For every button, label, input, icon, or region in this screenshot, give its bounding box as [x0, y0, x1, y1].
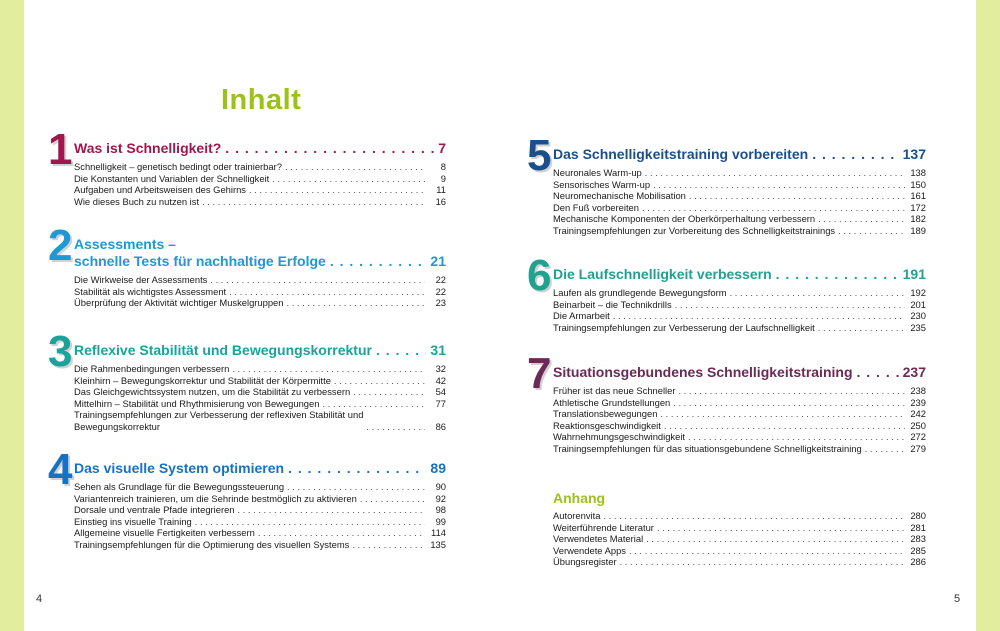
entry-title-line: Die Wirkweise der Assessments — [74, 274, 208, 285]
entry-page: 242 — [910, 408, 926, 420]
entry-title — [553, 299, 672, 311]
entry-page: 98 — [435, 504, 446, 516]
toc-entry[interactable] — [553, 533, 926, 545]
entry-title-line: Laufen als grundlegende Bewegungsform — [553, 287, 727, 298]
toc-entry[interactable] — [553, 431, 926, 443]
entry-page: 161 — [910, 190, 926, 202]
chapter-number: 2 — [48, 221, 72, 270]
leader-dots — [286, 297, 425, 309]
entry-title-line: Allgemeine visuelle Fertigkeiten verbessern — [74, 527, 255, 539]
chapter-block — [46, 221, 446, 309]
chapter-heading[interactable] — [74, 342, 446, 359]
chapter-block — [525, 131, 926, 237]
entry-title — [74, 274, 207, 286]
chapter-heading[interactable] — [74, 140, 446, 157]
entry-title — [74, 493, 357, 505]
chapter-heading[interactable] — [74, 460, 446, 477]
chapter-title — [74, 460, 284, 477]
chapter-block — [46, 327, 446, 433]
chapter-title-line: Das visuelle System optimieren — [74, 460, 285, 476]
entry-page: 238 — [910, 385, 926, 396]
entry-title — [553, 322, 815, 334]
toc-entry[interactable] — [74, 363, 446, 375]
entry-page: 54 — [435, 386, 446, 398]
entry-title — [74, 161, 282, 173]
page-number-left: 4 — [36, 593, 43, 605]
entry-title — [553, 179, 650, 191]
entry-title-line: Trainingsempfehlungen zur Verbesserung der reflexiven Stabilität und — [74, 409, 364, 421]
chapter-title-line: Was ist Schnelligkeit? — [74, 140, 222, 156]
entry-title-line: Athletische Grundstellungen — [553, 396, 671, 408]
entry-title — [74, 386, 350, 398]
chapter-number: 4 — [48, 445, 72, 494]
entry-title-line: Die Konstanten und Variablen der Schnelligkeit — [74, 172, 270, 184]
entry-title-line: Mechanische Komponenten der Oberkörperhaltung verbessern — [553, 213, 816, 225]
leader-dots — [689, 190, 905, 202]
entry-page: 11 — [436, 184, 446, 196]
toc-entry[interactable] — [74, 184, 446, 196]
toc-entry[interactable] — [74, 286, 446, 298]
leader-dots — [629, 545, 905, 557]
entry-title — [74, 516, 192, 528]
entry-page: 172 — [910, 201, 926, 213]
chapter-page: 237 — [902, 364, 926, 380]
entry-page: 22 — [435, 285, 446, 297]
entry-title — [553, 443, 862, 455]
entry-title-line: Das Gleichgewichtssystem nutzen, um die Stabilität zu verbessern — [74, 386, 351, 398]
leader-dots — [353, 386, 425, 398]
toc-entry[interactable] — [553, 202, 926, 214]
leader-dots — [646, 533, 905, 545]
entry-title-line: Überprüfung der Aktivität wichtiger Muskelgruppen — [74, 297, 284, 309]
entry-page: 189 — [910, 224, 926, 236]
chapter-block — [525, 349, 926, 455]
chapter-block — [46, 445, 446, 551]
chapter-title-line: Assessments – — [74, 236, 176, 252]
entry-title: Übungsregister — [553, 556, 617, 568]
chapter-number: 6 — [527, 251, 551, 300]
leader-dots — [225, 140, 434, 157]
entry-title: Verwendete Apps — [553, 544, 626, 556]
chapter-heading[interactable] — [553, 364, 926, 381]
entry-title — [553, 397, 670, 409]
toc-entry[interactable] — [553, 190, 926, 202]
entry-title — [553, 287, 727, 299]
toc-entry[interactable] — [74, 375, 446, 387]
leader-dots — [376, 342, 426, 359]
entry-page: 280 — [910, 510, 926, 521]
entry-title — [74, 196, 199, 208]
appendix-block — [525, 490, 926, 568]
entry-page: 42 — [435, 374, 446, 386]
entry-title — [553, 420, 661, 432]
entry-title — [74, 363, 229, 375]
entry-title — [553, 408, 657, 420]
toc-right-column — [525, 0, 926, 631]
entry-title-line: Mittelhirn – Stabilität und Rhythmisierung von Bewegungen — [74, 397, 320, 409]
toc-entry[interactable] — [74, 196, 446, 208]
toc-entry[interactable] — [553, 167, 926, 179]
toc-entry[interactable] — [74, 516, 446, 528]
chapter-title — [553, 364, 853, 381]
leader-dots — [330, 253, 427, 270]
chapter-page: 31 — [430, 342, 446, 358]
entry-title-line: Translationsbewegungen — [553, 408, 658, 420]
entry-title-line: Einstieg ins visuelle Training — [74, 515, 192, 527]
entry-title-line-2: Bewegungskorrektur — [74, 420, 160, 432]
entry-title-line: Die Rahmenbedingungen verbessern — [74, 363, 230, 374]
entry-title-line: Früher ist das neue Schneller — [553, 385, 676, 396]
toc-entry[interactable] — [553, 225, 926, 237]
entry-title-line: Reaktionsgeschwindigkeit — [553, 419, 661, 431]
entry-title-line: Wie dieses Buch zu nutzen ist — [74, 195, 200, 207]
leader-dots — [730, 287, 905, 299]
entry-title: Weiterführende Literatur — [553, 521, 654, 533]
leader-dots — [360, 493, 425, 505]
entry-title-line: Dorsale und ventrale Pfade integrieren — [74, 504, 235, 516]
toc-entry[interactable] — [553, 522, 926, 534]
leader-dots — [210, 274, 425, 286]
leader-dots — [776, 266, 899, 283]
chapter-title — [74, 342, 372, 359]
leader-dots — [272, 173, 425, 185]
entry-page: 272 — [910, 431, 926, 443]
entry-page: 114 — [431, 527, 446, 539]
entry-title — [74, 297, 283, 309]
entry-title-line: Den Fuß vorbereiten — [553, 201, 639, 213]
entry-page: 16 — [435, 195, 446, 207]
leader-dots — [673, 397, 905, 409]
appendix-heading[interactable]: Anhang — [553, 490, 606, 506]
leader-dots — [688, 431, 905, 443]
toc-entry[interactable] — [553, 310, 926, 322]
entry-page: 286 — [910, 556, 926, 568]
toc-entry[interactable] — [74, 504, 446, 516]
entry-title — [74, 481, 284, 493]
leader-dots — [613, 310, 905, 322]
chapter-block — [525, 251, 926, 333]
entry-title-line: Neuromechanische Mobilisation — [553, 190, 686, 202]
leader-dots — [857, 364, 899, 381]
toc-entry[interactable] — [74, 539, 446, 551]
entry-page: 92 — [435, 492, 446, 504]
toc-entry[interactable] — [553, 545, 926, 557]
entry-page: 281 — [910, 521, 926, 533]
entry-page: 8 — [440, 161, 446, 172]
toc-left-column — [46, 0, 446, 631]
entry-title — [553, 310, 610, 322]
entry-title-line: Trainingsempfehlungen zur Verbesserung der Laufschnelligkeit — [553, 321, 815, 333]
entry-page: 230 — [910, 310, 926, 322]
chapter-title-line: Das Schnelligkeitstraining vorbereiten — [553, 146, 809, 162]
entry-title-line: Trainingsempfehlungen für die Optimierung des visuellen Systems — [74, 538, 350, 550]
leader-dots — [812, 146, 898, 163]
entry-page: 77 — [435, 397, 446, 409]
leader-dots — [232, 363, 425, 375]
chapter-title-line: Situationsgebundenes Schnelligkeitstraining — [553, 364, 853, 380]
toc-entry[interactable] — [74, 386, 446, 398]
entry-title-line: Schnelligkeit – genetisch bedingt oder trainierbar? — [74, 161, 282, 172]
entry-title — [553, 225, 835, 237]
chapter-page: 137 — [902, 146, 926, 162]
chapter-number: 7 — [527, 349, 551, 398]
leader-dots — [818, 322, 905, 334]
chapter-page: 7 — [438, 140, 446, 156]
entry-title-line: Trainingsempfehlungen zur Vorbereitung des Schnelligkeitstrainings — [553, 224, 836, 236]
chapter-heading[interactable] — [553, 146, 926, 163]
entry-title-line: Variantenreich trainieren, um die Sehrinde bestmöglich zu aktivieren — [74, 492, 357, 504]
entry-title — [553, 431, 685, 443]
leader-dots — [664, 420, 905, 432]
toc-entry[interactable] — [74, 161, 446, 173]
entry-title — [553, 167, 642, 179]
leader-dots — [675, 299, 905, 311]
entry-title-line: Trainingsempfehlungen für das situationsgebundene Schnelligkeitstraining — [553, 442, 862, 454]
entry-title — [74, 375, 331, 387]
entry-title — [553, 385, 675, 397]
entry-page: 135 — [430, 538, 446, 550]
leader-dots — [322, 398, 425, 410]
leader-dots — [258, 527, 425, 539]
toc-entry[interactable] — [553, 213, 926, 225]
toc-entry[interactable] — [553, 322, 926, 334]
entry-title-line: Die Armarbeit — [553, 310, 610, 322]
toc-entry[interactable] — [553, 443, 926, 455]
leader-dots — [366, 421, 425, 433]
entry-page: 23 — [435, 297, 446, 309]
chapter-title — [74, 140, 221, 157]
entry-title-line: Aufgaben und Arbeitsweisen des Gehirns — [74, 184, 246, 196]
leader-dots — [865, 443, 905, 455]
chapter-title-line-2: schnelle Tests für nachhaltige Erfolge — [74, 253, 326, 269]
toc-entry[interactable] — [553, 510, 926, 522]
entry-title: Verwendetes Material — [553, 533, 644, 545]
entry-title-line: Beinarbeit – die Technikdrills — [553, 298, 672, 310]
entry-page: 250 — [910, 419, 926, 431]
chapter-title-line: Die Laufschnelligkeit verbessern — [553, 266, 772, 282]
leader-dots — [202, 196, 425, 208]
entry-page: 86 — [435, 420, 446, 432]
leader-dots — [334, 375, 425, 387]
toc-entry[interactable] — [553, 179, 926, 191]
chapter-number: 3 — [48, 327, 72, 376]
right-color-strip — [976, 0, 1000, 631]
entry-page: 201 — [910, 298, 926, 310]
toc-entry[interactable] — [74, 173, 446, 185]
leader-dots — [642, 202, 905, 214]
leader-dots — [653, 179, 905, 191]
toc-entry[interactable] — [74, 274, 446, 286]
toc-entry[interactable] — [74, 409, 446, 432]
entry-page: 235 — [910, 321, 926, 333]
leader-dots — [229, 286, 425, 298]
entry-title — [74, 409, 363, 432]
entry-page: 138 — [910, 167, 926, 178]
chapter-block — [46, 125, 446, 207]
entry-title — [74, 504, 235, 516]
leader-dots — [238, 504, 425, 516]
toc-entry[interactable] — [74, 297, 446, 309]
entry-page: 285 — [910, 544, 926, 556]
entry-title — [74, 184, 246, 196]
entry-page: 182 — [910, 213, 926, 225]
entry-title-line: Stabilität als wichtigstes Assessment — [74, 285, 227, 297]
leader-dots — [645, 167, 905, 179]
toc-entry[interactable] — [553, 385, 926, 397]
entry-title — [553, 190, 686, 202]
entry-title — [74, 527, 255, 539]
leader-dots — [838, 225, 905, 237]
leader-dots — [249, 184, 425, 196]
toc-entry[interactable] — [74, 527, 446, 539]
toc-entry[interactable] — [553, 299, 926, 311]
entry-title — [74, 173, 269, 185]
leader-dots — [285, 161, 425, 173]
toc-entry[interactable] — [553, 556, 926, 568]
chapter-heading[interactable] — [74, 236, 446, 270]
page-number-right: 5 — [954, 593, 961, 605]
chapter-number: 5 — [527, 131, 551, 180]
toc-entry[interactable] — [74, 481, 446, 493]
leader-dots — [620, 556, 905, 568]
entry-page: 99 — [435, 515, 446, 527]
leader-dots — [287, 481, 425, 493]
entry-title-line: Wahrnehmungsgeschwindigkeit — [553, 431, 686, 443]
toc-entry[interactable] — [553, 408, 926, 420]
entry-title-line: Sensorisches Warm-up — [553, 178, 651, 190]
entry-page: 192 — [910, 287, 926, 298]
chapter-page: 191 — [902, 266, 926, 282]
left-color-strip — [0, 0, 24, 631]
toc-entry[interactable] — [553, 287, 926, 299]
leader-dots — [818, 213, 905, 225]
toc-entry[interactable] — [74, 493, 446, 505]
entry-page: 239 — [910, 396, 926, 408]
entry-page: 90 — [435, 481, 446, 492]
entry-page: 150 — [910, 178, 926, 190]
entry-title-line: Sehen als Grundlage für die Bewegungssteuerung — [74, 481, 285, 492]
leader-dots — [195, 516, 425, 528]
entry-page: 22 — [435, 274, 446, 285]
leader-dots — [352, 539, 425, 551]
leader-dots — [603, 510, 905, 522]
entry-title-line: Neuronales Warm-up — [553, 167, 642, 178]
leader-dots — [678, 385, 905, 397]
entry-page: 283 — [910, 533, 926, 545]
leader-dots — [657, 522, 905, 534]
toc-entry[interactable] — [553, 397, 926, 409]
entry-page: 9 — [440, 172, 446, 184]
chapter-title-line: Reflexive Stabilität und Bewegungskorrektur — [74, 342, 372, 358]
toc-entry[interactable] — [74, 398, 446, 410]
entry-page: 32 — [435, 363, 446, 374]
entry-title — [553, 202, 639, 214]
entry-title — [74, 286, 226, 298]
toc-entry[interactable] — [553, 420, 926, 432]
chapter-heading[interactable] — [553, 266, 926, 283]
chapter-title — [74, 236, 326, 270]
entry-title-line: Kleinhirn – Bewegungskorrektur und Stabilität der Körpermitte — [74, 374, 331, 386]
entry-title — [74, 398, 319, 410]
chapter-title — [553, 146, 808, 163]
leader-dots — [288, 460, 426, 477]
chapter-title — [553, 266, 772, 283]
entry-title — [553, 213, 815, 225]
entry-title — [74, 539, 349, 551]
chapter-page: 89 — [430, 460, 446, 476]
page-title: Inhalt — [221, 84, 302, 116]
chapter-number: 1 — [48, 125, 72, 174]
leader-dots — [660, 408, 905, 420]
entry-page: 279 — [910, 442, 926, 454]
chapter-page: 21 — [430, 253, 446, 269]
entry-title: Autorenvita — [553, 510, 601, 521]
